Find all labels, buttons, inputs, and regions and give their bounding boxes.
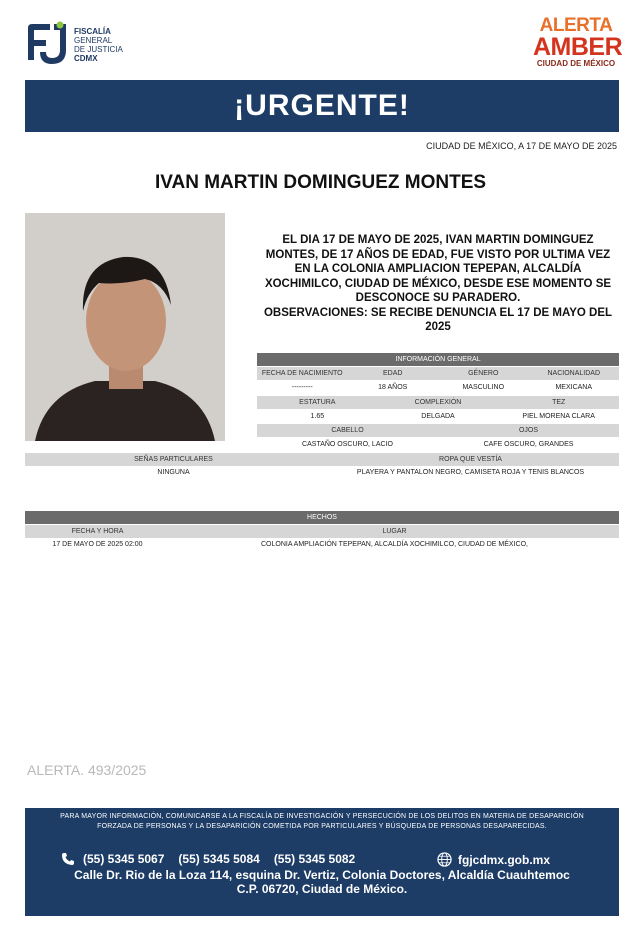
fiscalia-logo-text: [74, 27, 123, 63]
header-genero: GÉNERO: [468, 370, 499, 377]
value-lugar: COLONIA AMPLIACIÓN TEPEPAN, ALCALDÍA XOCHIMILCO, CIUDAD DE MÉXICO,: [261, 540, 528, 548]
info-row3-headers: [257, 424, 619, 437]
header-senas-particulares: SEÑAS PARTICULARES: [134, 456, 213, 463]
value-tez: PIEL MORENA CLARA: [522, 413, 595, 420]
globe-icon: [437, 852, 452, 867]
value-fecha-nacimiento: ---------: [291, 384, 313, 391]
header-ropa: ROPA QUE VESTÍA: [439, 456, 502, 463]
info-title: INFORMACIÓN GENERAL: [395, 356, 481, 363]
date-line: CIUDAD DE MÉXICO, A 17 DE MAYO DE 2025: [426, 141, 617, 151]
info-row1-headers: [257, 367, 619, 380]
footer-address-line-2: C.P. 06720, Ciudad de México.: [236, 882, 408, 896]
fiscalia-logo: [24, 18, 144, 72]
info-row4-values: [25, 466, 619, 478]
header-fecha-nacimiento: FECHA DE NACIMIENTO: [261, 370, 343, 377]
footer-info-line-2: FORZADA DE PERSONAS Y LA DESAPARICIÓN COMETIDA POR PARTICULARES Y BÚSQUEDA DE PERSONAS DESAPARECIDAS.: [97, 823, 547, 830]
value-complexion: DELGADA: [421, 413, 455, 420]
info-row3-values: [257, 438, 619, 451]
website-link[interactable]: fgjcdmx.gob.mx: [458, 852, 551, 867]
footer-address-line-1: Calle Dr. Rio de la Loza 114, esquina Dr. Vertiz, Colonia Doctores, Alcaldía Cuauhtemoc: [74, 868, 570, 882]
info-row4-headers: [25, 453, 619, 466]
value-genero: MASCULINO: [462, 384, 505, 391]
value-nacionalidad: MEXICANA: [555, 384, 593, 391]
amber-line-2: AMBER: [533, 33, 623, 61]
info-row2-values: [257, 410, 619, 423]
header-estatura: ESTATURA: [299, 399, 336, 406]
alerta-number: ALERTA. 493/2025: [27, 762, 147, 778]
logo-line-3: DE JUSTICIA: [74, 45, 123, 54]
footer-info-text: [25, 808, 619, 832]
info-row1-values: [257, 381, 619, 394]
hechos-title: HECHOS: [307, 514, 337, 521]
footer-info-line-1: PARA MAYOR INFORMACIÓN, COMUNICARSE A LA FISCALÍA DE INVESTIGACIÓN Y PERSECUCIÓN DE LOS DELITOS EN MATERIA DE DESAPARICIÓN: [60, 813, 584, 820]
urgent-banner: ¡URGENTE!: [25, 80, 619, 132]
phone-icon: [61, 852, 75, 866]
phone-number-1[interactable]: (55) 5345 5067: [83, 852, 165, 866]
value-senas-particulares: NINGUNA: [157, 468, 190, 476]
header-tez: TEZ: [552, 399, 566, 406]
hechos-values: [25, 538, 619, 550]
amber-line-1: ALERTA: [539, 15, 613, 36]
alerta-amber-logo: [533, 15, 623, 76]
hechos-title-row: [25, 511, 619, 524]
header-cabello: CABELLO: [331, 427, 364, 434]
person-photo: [25, 213, 225, 441]
value-ojos: CAFE OSCURO, GRANDES: [483, 441, 574, 448]
header-nacionalidad: NACIONALIDAD: [547, 370, 600, 377]
fgj-logo-icon: [24, 20, 70, 68]
description-main: EL DIA 17 DE MAYO DE 2025, IVAN MARTIN DOMINGUEZ MONTES, DE 17 AÑOS DE EDAD, FUE VISTO POR ULTIMA VEZ EN LA COLONIA AMPLIACION TEPEPAN, ALCALDÍA XOCHIMILCO, CIUDAD DE MÉXICO, DESDE ESE MOMENTO SE DESCONOCE SU PARADERO.: [264, 234, 612, 304]
header-lugar: LUGAR: [382, 528, 407, 535]
value-edad: 18 AÑOS: [378, 384, 408, 391]
description-observaciones: OBSERVACIONES: SE RECIBE DENUNCIA EL 17 DE MAYO DEL 2025: [263, 306, 613, 333]
person-silhouette-icon: [25, 213, 225, 441]
header-ojos: OJOS: [518, 427, 539, 434]
header-edad: EDAD: [383, 370, 403, 377]
case-description: [257, 233, 619, 335]
value-cabello: CASTAÑO OSCURO, LACIO: [302, 441, 393, 448]
value-fecha-hora: 17 DE MAYO DE 2025 02:00: [52, 540, 143, 548]
header-fecha-hora: FECHA Y HORA: [71, 528, 124, 535]
phone-number-2[interactable]: (55) 5345 5084: [178, 852, 260, 866]
logo-line-1: FISCALÍA: [74, 27, 111, 36]
phone-number-3[interactable]: (55) 5345 5082: [273, 852, 356, 866]
header-complexion: COMPLEXIÓN: [414, 399, 462, 406]
website-group: [437, 852, 550, 867]
info-row2-headers: [257, 396, 619, 409]
phone-group: [61, 852, 369, 866]
person-name: IVAN MARTIN DOMINGUEZ MONTES: [154, 172, 487, 193]
amber-line-3: CIUDAD DE MÉXICO: [536, 59, 616, 68]
hechos-headers: [25, 525, 619, 538]
logo-line-4: CDMX: [74, 54, 98, 63]
value-ropa: PLAYERA Y PANTALON NEGRO, CAMISETA ROJA Y TENIS BLANCOS: [356, 468, 585, 476]
footer-contact: [25, 808, 619, 916]
logo-line-2: GENERAL: [74, 36, 113, 45]
info-title-row: [257, 353, 619, 366]
value-estatura: 1.65: [310, 413, 325, 420]
